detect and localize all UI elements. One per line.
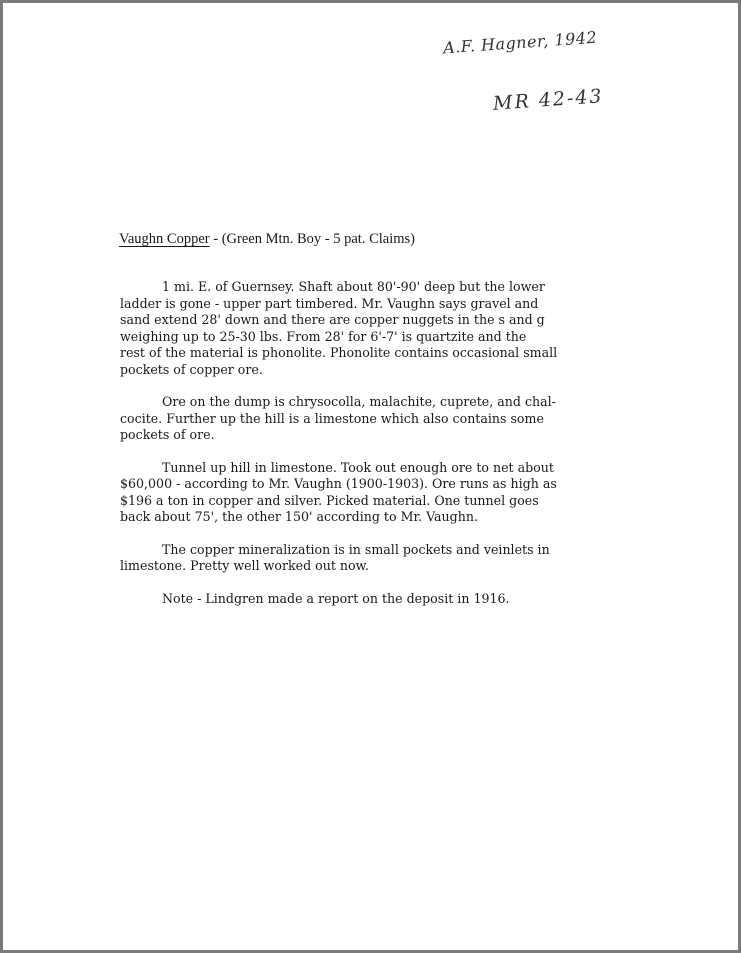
text-line: cocite. Further up the hill is a limestone which also contains some — [120, 410, 544, 426]
handwritten-author-note: A.F. Hagner, 1942 — [442, 27, 598, 58]
paragraph-gap — [120, 575, 640, 591]
text-line: Tunnel up hill in limestone. Took out enough ore to net about — [162, 459, 554, 475]
text-line: weighing up to 25-30 lbs. From 28' for 6'-7' is quartzite and the — [120, 328, 527, 344]
text-line: pockets of ore. — [120, 427, 215, 442]
text-line: sand extend 28' down and there are copper nuggets in the s and g — [120, 312, 545, 327]
text-line: Ore on the dump is chrysocolla, malachite, cuprete, and chal- — [162, 394, 556, 409]
paragraph-gap — [120, 526, 640, 542]
handwritten-report-id: MR 42-43 — [492, 85, 605, 115]
paragraph-mineralization — [120, 542, 640, 575]
paragraph-ore-dump — [120, 394, 640, 444]
text-line: $196 a ton in copper and silver. Picked material. One tunnel goes — [120, 492, 539, 508]
text-line: 1 mi. E. of Guernsey. Shaft about 80'-90' deep but the lower — [162, 279, 545, 294]
heading-subtitle: - (Green Mtn. Boy - 5 pat. Claims) — [209, 231, 416, 247]
text-line: The copper mineralization is in small pockets and veinlets in — [162, 541, 550, 557]
text-line: ladder is gone - upper part timbered. Mr. Vaughn says gravel and — [120, 295, 539, 311]
text-line: limestone. Pretty well worked out now. — [120, 558, 369, 573]
text-line: Note - Lindgren made a report on the deposit in 1916. — [162, 590, 510, 606]
heading-title: Vaughn Copper — [119, 231, 210, 247]
text-line: rest of the material is phonolite. Phonolite contains occasional small — [120, 345, 558, 360]
paragraph-location — [120, 279, 640, 378]
paragraph-gap — [120, 378, 640, 394]
paragraph-note — [120, 591, 640, 608]
paragraph-gap — [120, 444, 640, 460]
paragraph-tunnel — [120, 460, 640, 526]
document-heading — [119, 231, 415, 248]
text-line: pockets of copper ore. — [120, 361, 263, 377]
text-line: $60,000 - according to Mr. Vaughn (1900-1903). Ore runs as high as — [120, 476, 557, 491]
document-body — [120, 279, 640, 607]
text-line: back about 75', the other 150' according to Mr. Vaughn. — [120, 509, 478, 524]
